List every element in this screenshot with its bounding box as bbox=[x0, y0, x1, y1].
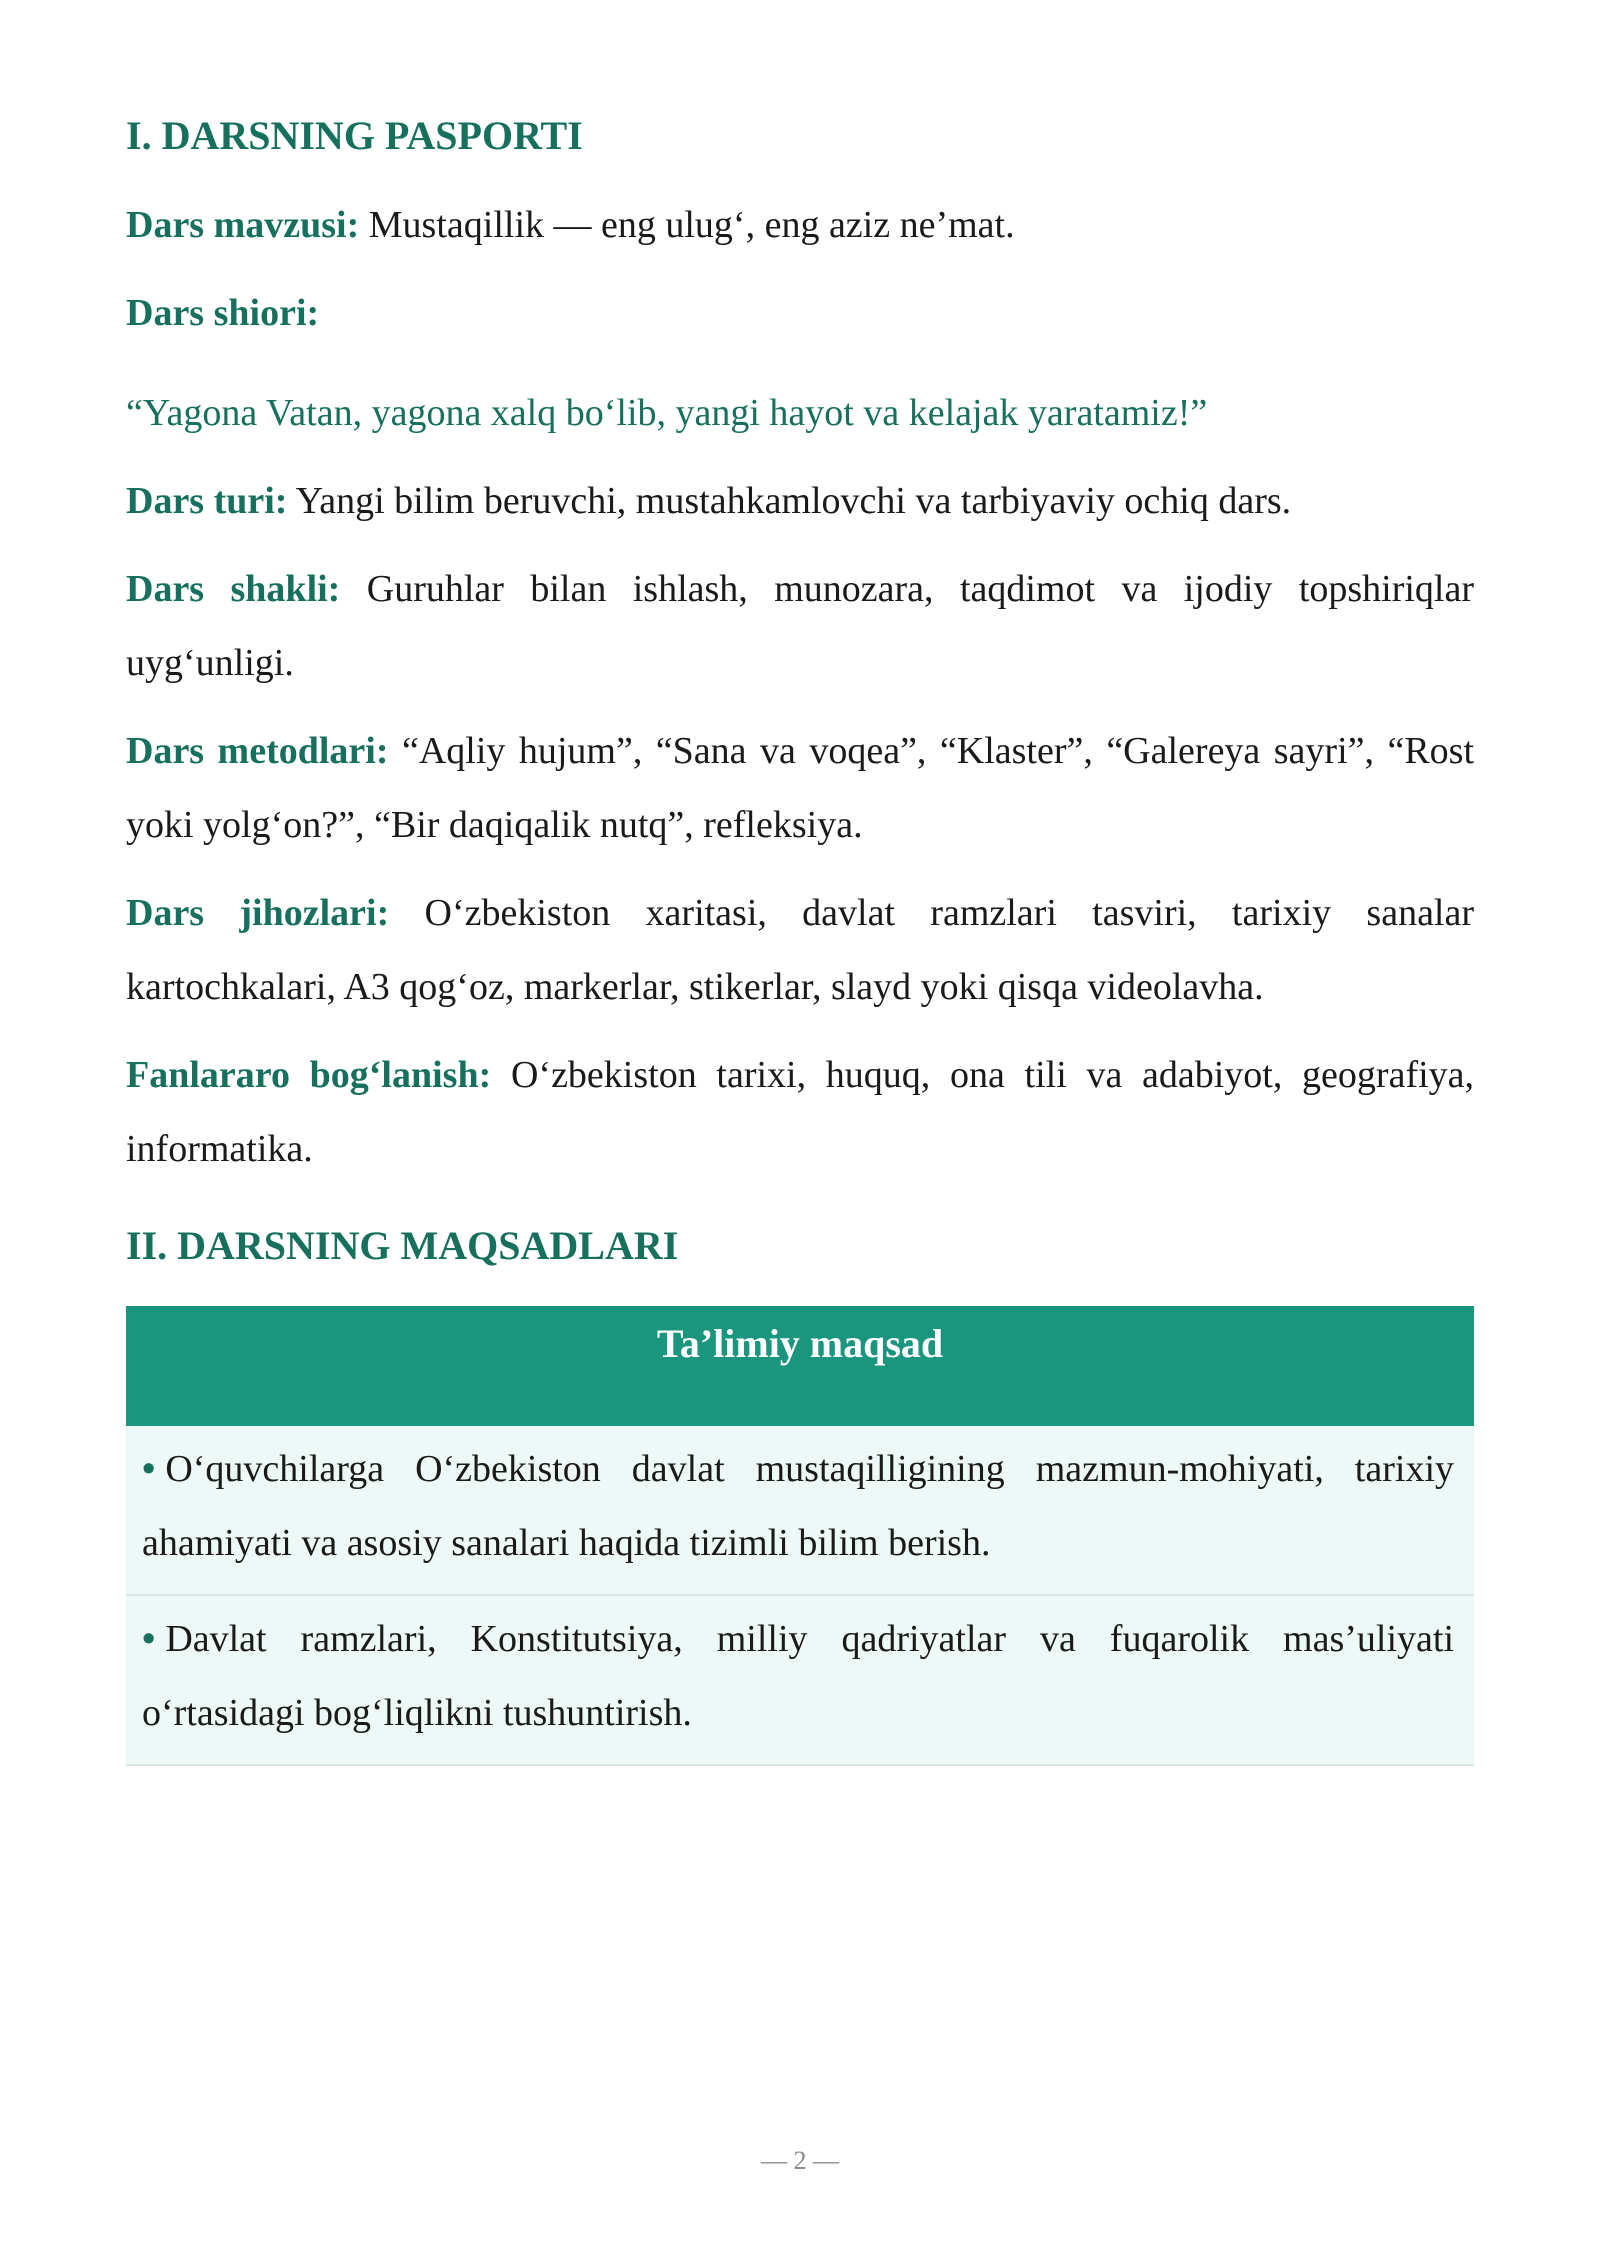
lesson-equipment-text: O‘zbekiston xaritasi, davlat ramzlari tasviri, tarixiy sanalar kartochkalari, A3 qog‘oz, markerlar, stikerlar, slayd yoki qisqa videolavha. bbox=[126, 892, 1475, 1008]
lesson-type-label: Dars turi: bbox=[126, 480, 288, 522]
interdisciplinary-links bbox=[126, 1038, 1474, 1186]
lesson-type-text: Yangi bilim beruvchi, mustahkamlovchi va tarbiyaviy ochiq dars. bbox=[295, 480, 1292, 522]
bullet-icon: • bbox=[142, 1448, 156, 1490]
goals-table-header: Ta’limiy maqsad bbox=[126, 1306, 1474, 1426]
lesson-form-label: Dars shakli: bbox=[126, 568, 341, 610]
lesson-type bbox=[126, 464, 1474, 538]
section-title-passport: I. DARSNING PASPORTI bbox=[126, 113, 583, 158]
goals-table bbox=[126, 1306, 1474, 1766]
section-title-goals: II. DARSNING MAQSADLARI bbox=[126, 1223, 679, 1268]
lesson-methods-text: “Aqliy hujum”, “Sana va voqea”, “Klaster”, “Galereya sayri”, “Rost yoki yolg‘on?”, “Bir daqiqalik nutq”, refleksiya. bbox=[126, 730, 1475, 846]
lesson-equipment bbox=[126, 876, 1474, 1024]
lesson-motto-text: “Yagona Vatan, yagona xalq bo‘lib, yangi hayot va kelajak yaratamiz!” bbox=[126, 392, 1208, 434]
lesson-topic-label: Dars mavzusi: bbox=[126, 204, 360, 246]
lesson-equipment-label: Dars jihozlari: bbox=[126, 892, 390, 934]
lesson-motto bbox=[126, 376, 1474, 450]
table-row bbox=[126, 1596, 1474, 1766]
lesson-methods bbox=[126, 714, 1474, 862]
lesson-motto-label: Dars shiori: bbox=[126, 292, 320, 334]
goal-text: Davlat ramzlari, Konstitutsiya, milliy qadriyatlar va fuqarolik mas’uliyati o‘rtasidagi bog‘liqlikni tushuntirish. bbox=[142, 1618, 1454, 1734]
lesson-motto-label-line bbox=[126, 276, 1474, 350]
table-row bbox=[126, 1426, 1474, 1596]
interdisciplinary-links-text: O‘zbekiston tarixi, huquq, ona tili va adabiyot, geografiya, informatika. bbox=[126, 1054, 1475, 1170]
page-number: — 2 — bbox=[761, 2146, 839, 2175]
lesson-topic-text: Mustaqillik — eng ulug‘, eng aziz ne’mat. bbox=[368, 204, 1015, 246]
lesson-form-text: Guruhlar bilan ishlash, munozara, taqdimot va ijodiy topshiriqlar uyg‘unligi. bbox=[126, 568, 1475, 684]
lesson-topic bbox=[126, 188, 1474, 262]
bullet-icon: • bbox=[142, 1618, 156, 1660]
goal-text: O‘quvchilarga O‘zbekiston davlat mustaqilligining mazmun-mohiyati, tarixiy ahamiyati va asosiy sanalari haqida tizimli bilim berish. bbox=[142, 1448, 1454, 1564]
lesson-methods-label: Dars metodlari: bbox=[126, 730, 389, 772]
lesson-form bbox=[126, 552, 1474, 700]
interdisciplinary-links-label: Fanlararo bog‘lanish: bbox=[126, 1054, 492, 1096]
